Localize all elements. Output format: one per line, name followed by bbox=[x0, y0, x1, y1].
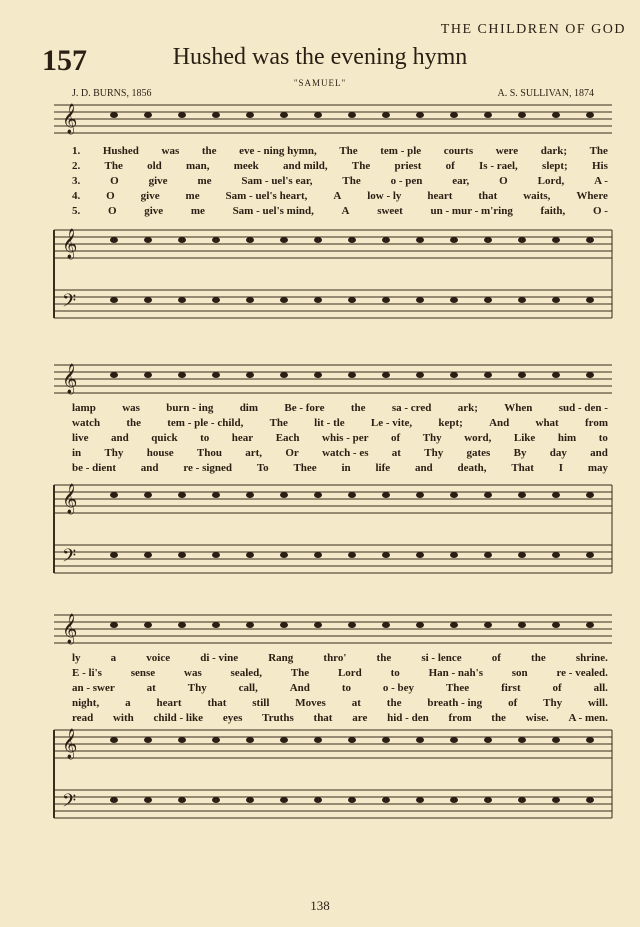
lyric-syllable: The bbox=[589, 145, 608, 157]
tune-name: "SAMUEL" bbox=[293, 78, 347, 88]
lyric-syllable: sense bbox=[130, 667, 156, 679]
lyric-syllable: E - li's bbox=[72, 667, 102, 679]
lyric-syllable: night, bbox=[72, 697, 100, 709]
verse-line bbox=[72, 712, 608, 724]
lyric-syllable: breath - ing bbox=[427, 697, 483, 709]
lyric-syllable: give bbox=[140, 190, 160, 202]
lyric-syllable: are bbox=[352, 712, 368, 724]
lyric-syllable: O - bbox=[592, 205, 608, 217]
lyric-syllable: an - swer bbox=[72, 682, 115, 694]
lyric-syllable: low - ly bbox=[367, 190, 402, 202]
treble-clef: 𝄞 bbox=[62, 229, 78, 258]
verse-line bbox=[72, 652, 608, 664]
lyric-syllable: Where bbox=[576, 190, 608, 202]
lyric-syllable: to bbox=[598, 432, 608, 444]
lyric-syllable: sa - cred bbox=[391, 402, 432, 414]
lyric-syllable: of bbox=[552, 682, 562, 694]
lyric-syllable: Each bbox=[275, 432, 300, 444]
lyric-syllable: Sam - uel's heart, bbox=[225, 190, 308, 202]
verse-line bbox=[72, 682, 608, 694]
lyric-syllable: and bbox=[590, 447, 608, 459]
lyric-syllable: the bbox=[376, 652, 392, 664]
lyric-syllable: and bbox=[414, 462, 433, 474]
lyric-syllable: man, bbox=[185, 160, 210, 172]
lyric-syllable: Sam - uel's ear, bbox=[241, 175, 313, 187]
lyric-syllable: wise. bbox=[525, 712, 549, 724]
lyric-syllable: His bbox=[591, 160, 608, 172]
lyric-syllable: sud - den - bbox=[558, 402, 608, 414]
lyric-syllable: all. bbox=[593, 682, 608, 694]
lyric-syllable: Sam - uel's mind, bbox=[232, 205, 314, 217]
lyric-syllable: me bbox=[197, 175, 212, 187]
lyric-syllable: art, bbox=[245, 447, 263, 459]
lyric-syllable: The bbox=[290, 667, 310, 679]
lyric-syllable: word, bbox=[464, 432, 492, 444]
lyric-syllable: still bbox=[252, 697, 270, 709]
lyric-syllable: Thy bbox=[104, 447, 124, 459]
lyric-syllable: from bbox=[584, 417, 608, 429]
lyric-syllable: slept; bbox=[542, 160, 568, 172]
lyric-syllable: the bbox=[126, 417, 142, 429]
lyric-syllable: whis - per bbox=[322, 432, 369, 444]
lyric-syllable: be - dient bbox=[72, 462, 116, 474]
treble-clef: 𝄞 bbox=[62, 104, 78, 133]
lyric-syllable: death, bbox=[457, 462, 487, 474]
lyric-syllable: faith, bbox=[540, 205, 566, 217]
verse-line bbox=[72, 417, 608, 429]
lyric-syllable: courts bbox=[443, 145, 474, 157]
lyric-syllable: Or bbox=[285, 447, 299, 459]
lyric-syllable: to bbox=[341, 682, 351, 694]
lyric-syllable: with bbox=[112, 712, 134, 724]
lyric-syllable: house bbox=[146, 447, 174, 459]
lyric-syllable: And bbox=[489, 417, 510, 429]
lyric-syllable: me bbox=[185, 190, 200, 202]
lyric-syllable: old bbox=[147, 160, 162, 172]
lyric-syllable: That bbox=[511, 462, 534, 474]
lyric-syllable: 1. bbox=[72, 145, 81, 157]
lyric-syllable: meek bbox=[233, 160, 259, 172]
lyric-syllable: watch - es bbox=[322, 447, 369, 459]
lyric-syllable: live bbox=[72, 432, 89, 444]
lyric-syllable: and bbox=[140, 462, 159, 474]
lyric-syllable: were bbox=[495, 145, 519, 157]
lyric-syllable: to bbox=[200, 432, 210, 444]
lyric-syllable: To bbox=[256, 462, 269, 474]
verse-line bbox=[72, 205, 608, 217]
lyric-syllable: Hushed bbox=[102, 145, 139, 157]
lyric-syllable: By bbox=[513, 447, 527, 459]
treble-clef: 𝄞 bbox=[62, 729, 78, 758]
bass-clef: 𝄢 bbox=[62, 790, 77, 815]
lyric-syllable: in bbox=[72, 447, 82, 459]
melody-staff-1 bbox=[54, 105, 612, 133]
lyric-syllable: 4. bbox=[72, 190, 81, 202]
lyric-syllable: O bbox=[106, 190, 115, 202]
lyric-syllable: When bbox=[504, 402, 533, 414]
lyric-syllable: Lord bbox=[337, 667, 362, 679]
lyric-syllable: o - pen bbox=[390, 175, 423, 187]
lyric-syllable: of bbox=[445, 160, 455, 172]
lyric-syllable: life bbox=[375, 462, 391, 474]
lyric-syllable: of bbox=[508, 697, 518, 709]
lyric-syllable: The bbox=[342, 175, 361, 187]
running-head: THE CHILDREN OF GOD bbox=[440, 22, 626, 37]
lyric-syllable: burn - ing bbox=[166, 402, 214, 414]
verse-line bbox=[72, 160, 608, 172]
lyric-syllable: eyes bbox=[222, 712, 243, 724]
lyric-syllable: from bbox=[448, 712, 472, 724]
lyric-syllable: read bbox=[72, 712, 94, 724]
lyric-syllable: I bbox=[558, 462, 564, 474]
page-number: 138 bbox=[310, 898, 330, 913]
treble-staff-1 bbox=[54, 230, 612, 258]
melody-staff-2 bbox=[54, 365, 612, 393]
lyric-syllable: o - bey bbox=[382, 682, 415, 694]
lyric-syllable: Like bbox=[513, 432, 536, 444]
lyric-syllable: of bbox=[391, 432, 401, 444]
lyric-syllable: him bbox=[557, 432, 577, 444]
lyric-syllable: si - lence bbox=[421, 652, 462, 664]
lyric-syllable: The bbox=[104, 160, 123, 172]
lyric-syllable: gates bbox=[466, 447, 491, 459]
lyric-syllable: Han - nah's bbox=[428, 667, 483, 679]
lyric-syllable: priest bbox=[394, 160, 422, 172]
lyric-syllable: was bbox=[161, 145, 180, 157]
lyric-syllable: me bbox=[190, 205, 205, 217]
lyric-syllable: re - vealed. bbox=[556, 667, 608, 679]
lyric-syllable: Truths bbox=[262, 712, 294, 724]
lyric-syllable: Thee bbox=[293, 462, 317, 474]
verse-line bbox=[72, 462, 608, 474]
treble-clef: 𝄞 bbox=[62, 364, 78, 393]
lyric-syllable: dim bbox=[239, 402, 259, 414]
lyric-syllable: Lord, bbox=[537, 175, 565, 187]
lyric-syllable: and mild, bbox=[283, 160, 328, 172]
lyric-syllable: 5. bbox=[72, 205, 81, 217]
author-credit: J. D. BURNS, 1856 bbox=[72, 88, 152, 99]
lyric-syllable: to bbox=[390, 667, 400, 679]
verse-line bbox=[72, 447, 608, 459]
lyric-syllable: Le - vite, bbox=[370, 417, 413, 429]
lyric-syllable: tem - ple - child, bbox=[167, 417, 244, 429]
verse-line bbox=[72, 190, 608, 202]
bass-staff-3 bbox=[54, 790, 612, 818]
lyric-syllable: watch bbox=[72, 417, 101, 429]
verse-line bbox=[72, 432, 608, 444]
lyric-syllable: day bbox=[549, 447, 567, 459]
lyric-syllable: shrine. bbox=[575, 652, 608, 664]
lyric-syllable: was bbox=[184, 667, 202, 679]
treble-staff-2 bbox=[54, 485, 612, 513]
lyric-syllable: Thy bbox=[187, 682, 207, 694]
lyric-syllable: hear bbox=[231, 432, 254, 444]
lyric-syllable: the bbox=[350, 402, 366, 414]
lyric-syllable: A bbox=[333, 190, 342, 202]
lyric-syllable: The bbox=[351, 160, 371, 172]
lyric-syllable: in bbox=[341, 462, 351, 474]
lyric-syllable: the bbox=[386, 697, 402, 709]
lyric-syllable: sealed, bbox=[230, 667, 263, 679]
lyric-syllable: hid - den bbox=[387, 712, 429, 724]
lyric-syllable: Thou bbox=[196, 447, 222, 459]
lyric-syllable: call, bbox=[238, 682, 258, 694]
lyric-syllable: Thee bbox=[445, 682, 470, 694]
lyric-syllable: was bbox=[122, 402, 140, 414]
lyric-syllable: A - men. bbox=[568, 712, 608, 724]
melody-staff-3 bbox=[54, 615, 612, 643]
bass-clef: 𝄢 bbox=[62, 290, 77, 315]
lyric-syllable: that bbox=[313, 712, 333, 724]
lyric-syllable: dark; bbox=[540, 145, 567, 157]
lyric-syllable: ly bbox=[72, 652, 81, 664]
lyric-syllable: heart bbox=[156, 697, 182, 709]
lyric-syllable: the bbox=[531, 652, 546, 664]
lyric-syllable: lamp bbox=[72, 402, 96, 414]
lyric-syllable: Thy bbox=[424, 447, 444, 459]
lyric-syllable: Be - fore bbox=[284, 402, 325, 414]
verse-line bbox=[72, 667, 608, 679]
lyric-syllable: the bbox=[201, 145, 217, 157]
lyric-syllable: that bbox=[478, 190, 498, 202]
lyric-syllable: Rang bbox=[268, 652, 294, 664]
lyric-syllable: The bbox=[339, 145, 358, 157]
lyric-syllable: quick bbox=[151, 432, 178, 444]
lyric-syllable: waits, bbox=[523, 190, 551, 202]
lyric-syllable: O bbox=[107, 205, 117, 217]
lyric-syllable: Thy bbox=[543, 697, 563, 709]
lyric-syllable: O bbox=[110, 175, 119, 187]
lyric-syllable: at bbox=[391, 447, 401, 459]
lyric-syllable: sweet bbox=[377, 205, 403, 217]
lyric-syllable: re - signed bbox=[183, 462, 233, 474]
lyric-syllable: voice bbox=[146, 652, 171, 664]
lyric-syllable: un - mur - m'ring bbox=[430, 205, 513, 217]
lyric-syllable: the bbox=[491, 712, 506, 724]
lyric-syllable: A - bbox=[594, 175, 608, 187]
lyric-syllable: eve - ning hymn, bbox=[239, 145, 317, 157]
lyric-syllable: tem - ple bbox=[380, 145, 422, 157]
lyric-syllable: And bbox=[289, 682, 310, 694]
hymn-number: 157 bbox=[42, 44, 87, 77]
lyric-syllable: lit - tle bbox=[314, 417, 345, 429]
lyric-syllable: The bbox=[269, 417, 288, 429]
lyric-syllable: at bbox=[146, 682, 156, 694]
lyric-syllable: son bbox=[511, 667, 528, 679]
treble-clef: 𝄞 bbox=[62, 484, 78, 513]
lyric-syllable: child - like bbox=[153, 712, 204, 724]
lyric-syllable: A bbox=[341, 205, 350, 217]
lyric-syllable: a bbox=[110, 652, 117, 664]
lyric-syllable: a bbox=[125, 697, 131, 709]
bass-staff-1 bbox=[54, 290, 612, 318]
bass-staff-2 bbox=[54, 545, 612, 573]
treble-clef: 𝄞 bbox=[62, 614, 78, 643]
lyric-syllable: Is - rael, bbox=[479, 160, 518, 172]
lyric-syllable: ark; bbox=[457, 402, 478, 414]
lyric-syllable: heart bbox=[427, 190, 453, 202]
lyric-syllable: what bbox=[535, 417, 559, 429]
verse-line bbox=[72, 402, 608, 414]
lyric-syllable: and bbox=[111, 432, 129, 444]
lyric-syllable: 3. bbox=[72, 175, 81, 187]
lyric-syllable: of bbox=[491, 652, 501, 664]
lyric-syllable: ear, bbox=[452, 175, 470, 187]
lyric-syllable: will. bbox=[587, 697, 608, 709]
treble-staff-3 bbox=[54, 730, 612, 758]
lyric-syllable: 2. bbox=[72, 160, 81, 172]
lyric-syllable: may bbox=[587, 462, 608, 474]
composer-credit: A. S. SULLIVAN, 1874 bbox=[497, 88, 594, 99]
lyric-syllable: thro' bbox=[323, 652, 347, 664]
hymn-title: Hushed was the evening hymn bbox=[172, 44, 468, 70]
lyric-syllable: Moves bbox=[295, 697, 326, 709]
lyric-syllable: O bbox=[499, 175, 508, 187]
bass-clef: 𝄢 bbox=[62, 545, 77, 570]
lyric-syllable: give bbox=[144, 205, 164, 217]
lyric-syllable: give bbox=[148, 175, 168, 187]
lyric-syllable: kept; bbox=[438, 417, 463, 429]
verse-line bbox=[72, 145, 608, 157]
verse-line bbox=[72, 175, 608, 187]
lyric-syllable: di - vine bbox=[200, 652, 239, 664]
verse-line bbox=[72, 697, 608, 709]
lyric-syllable: at bbox=[351, 697, 361, 709]
lyric-syllable: first bbox=[501, 682, 521, 694]
lyric-syllable: Thy bbox=[422, 432, 442, 444]
lyric-syllable: that bbox=[207, 697, 227, 709]
